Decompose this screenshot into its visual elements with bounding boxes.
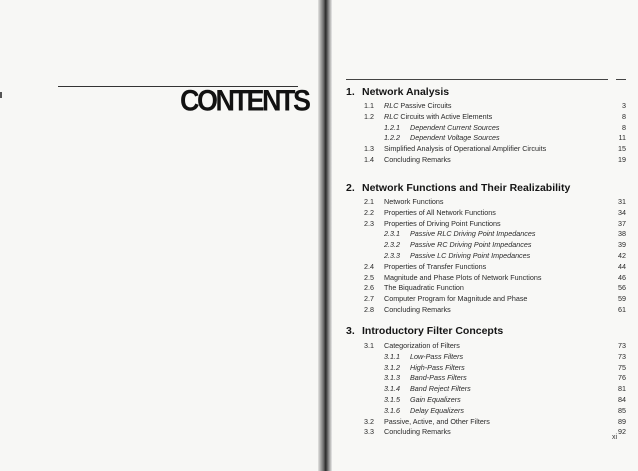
section-number: 2.4 (364, 261, 374, 271)
toc-section (364, 111, 626, 122)
section-title (410, 394, 461, 405)
top-rule (346, 79, 608, 80)
section-title: Computer Program for Magnitude and Phase (384, 294, 528, 304)
toc-section (364, 207, 626, 218)
section-page: 34 (618, 207, 626, 217)
section-title: RLC Passive Circuits (384, 101, 452, 110)
section-page: 31 (618, 197, 626, 206)
chapter-number: 3. (346, 325, 355, 337)
section-title (410, 122, 500, 133)
section-title: Categorization of Filters (384, 341, 460, 350)
section-title: Properties of Transfer Functions (384, 261, 487, 271)
section-number: 2.1 (364, 197, 374, 206)
italic-text: Dependent Voltage Sources (410, 133, 500, 143)
section-number: 1.2.1 (384, 122, 400, 132)
section-title: Concluding Remarks (384, 305, 451, 314)
toc-subsection (364, 132, 626, 143)
section-page: 3 (622, 101, 626, 110)
section-title (410, 405, 464, 416)
section-number: 1.1 (364, 101, 374, 110)
toc-section (364, 272, 626, 283)
section-number: 2.3.3 (384, 251, 400, 260)
chapter-title: Network Analysis (362, 86, 450, 98)
toc-section (364, 340, 626, 351)
italic-text: Dependent Current Sources (410, 122, 500, 132)
section-page: 76 (618, 373, 626, 383)
section-title: RLC Circuits with Active Elements (384, 111, 493, 121)
section-number: 3.1.3 (384, 373, 400, 383)
chapter-number: 2. (346, 182, 355, 194)
toc-section (364, 416, 626, 427)
section-title: Properties of Driving Point Functions (384, 218, 501, 228)
section-number: 2.5 (364, 272, 374, 282)
section-number: 2.2 (364, 207, 374, 217)
top-rule-stub (616, 79, 626, 80)
section-page: 59 (618, 294, 626, 304)
section-page: 8 (622, 111, 626, 121)
section-page: 11 (618, 133, 626, 143)
section-title (410, 383, 471, 394)
section-page: 38 (618, 229, 626, 239)
section-title (410, 351, 463, 362)
section-page: 44 (618, 261, 626, 271)
section-number: 2.3.2 (384, 240, 400, 250)
section-page: 85 (618, 405, 626, 415)
section-number: 1.2.2 (384, 133, 400, 143)
section-title: Magnitude and Phase Plots of Network Functions (384, 272, 542, 282)
section-title (410, 372, 467, 383)
italic-text: Band-Pass Filters (410, 373, 467, 383)
section-number: 3.1.2 (384, 362, 400, 372)
section-number: 3.1.6 (384, 405, 400, 415)
section-page: 89 (618, 416, 626, 426)
section-title: Properties of All Network Functions (384, 207, 496, 217)
toc-subsection (364, 394, 626, 405)
left-page (0, 0, 318, 471)
chapter-heading (346, 182, 570, 194)
section-page: 81 (618, 384, 626, 394)
toc-subsection (364, 383, 626, 394)
section-page: 73 (618, 341, 626, 350)
section-number: 2.7 (364, 294, 374, 304)
section-number: 3.1.1 (384, 351, 400, 361)
toc-section (364, 293, 626, 304)
section-page: 8 (622, 122, 626, 132)
section-page: 56 (618, 283, 626, 293)
section-number: 2.3.1 (384, 229, 400, 239)
section-title: Concluding Remarks (384, 427, 451, 437)
section-page: 73 (618, 351, 626, 361)
section-title: Passive, Active, and Other Filters (384, 416, 490, 426)
toc-section (364, 154, 626, 165)
toc-subsection (364, 372, 626, 383)
section-page: 37 (618, 218, 626, 228)
section-number: 3.1.4 (384, 384, 400, 394)
toc-subsection (364, 351, 626, 362)
toc-subsection (364, 250, 626, 261)
toc-section (364, 426, 626, 437)
italic-text: RLC (384, 111, 399, 121)
italic-text: High-Pass Filters (410, 362, 465, 372)
italic-text: Gain Equalizers (410, 395, 461, 404)
toc-subsection (364, 362, 626, 373)
toc-section (364, 261, 626, 272)
section-title: Network Functions (384, 197, 444, 206)
italic-text: Passive RLC Driving Point Impedances (410, 229, 536, 239)
chapter-heading (346, 86, 449, 98)
section-page: 39 (618, 240, 626, 250)
section-title: Concluding Remarks (384, 155, 451, 164)
toc-subsection (364, 228, 626, 239)
italic-text: RLC (384, 101, 399, 110)
italic-text: Delay Equalizers (410, 405, 464, 415)
section-number: 2.6 (364, 283, 374, 293)
section-title (410, 239, 531, 250)
contents-heading: CONTENTS (180, 84, 309, 117)
section-number: 2.3 (364, 218, 374, 228)
section-number: 1.3 (364, 144, 374, 154)
page-edge-mark (0, 92, 2, 98)
toc-section (364, 282, 626, 293)
toc-subsection (364, 122, 626, 133)
section-page: 92 (618, 427, 626, 437)
section-page: 61 (618, 305, 626, 314)
page-number: xi (612, 434, 618, 441)
toc-section (364, 218, 626, 229)
section-page: 19 (618, 155, 626, 164)
italic-text: Passive RC Driving Point Impedances (410, 240, 532, 250)
section-title (410, 228, 535, 239)
section-number: 3.3 (364, 427, 374, 437)
section-page: 84 (618, 395, 626, 404)
book-gutter (318, 0, 332, 471)
section-title (410, 132, 500, 143)
italic-text: Band Reject Filters (410, 384, 471, 394)
toc-section (364, 196, 626, 207)
section-number: 1.2 (364, 111, 374, 121)
section-page: 75 (618, 362, 626, 372)
section-number: 3.2 (364, 416, 374, 426)
toc-subsection (364, 405, 626, 416)
section-number: 3.1 (364, 341, 374, 350)
section-title: Simplified Analysis of Operational Amplifier Circuits (384, 144, 547, 154)
chapter-heading (346, 325, 503, 337)
chapter-number: 1. (346, 86, 355, 98)
toc-subsection (364, 239, 626, 250)
toc-section (364, 143, 626, 154)
section-number: 3.1.5 (384, 395, 400, 404)
section-page: 46 (618, 272, 626, 282)
toc-section (364, 304, 626, 315)
italic-text: Low-Pass Filters (410, 351, 464, 361)
section-number: 2.8 (364, 305, 374, 314)
section-page: 15 (618, 144, 626, 154)
section-page: 42 (618, 251, 626, 260)
italic-text: Passive LC Driving Point Impedances (410, 251, 531, 260)
toc-section (364, 100, 626, 111)
section-title: The Biquadratic Function (384, 283, 464, 293)
chapter-title: Network Functions and Their Realizability (362, 182, 571, 194)
section-title (410, 250, 530, 261)
section-title (410, 362, 465, 373)
section-number: 1.4 (364, 155, 374, 164)
chapter-title: Introductory Filter Concepts (362, 325, 504, 337)
